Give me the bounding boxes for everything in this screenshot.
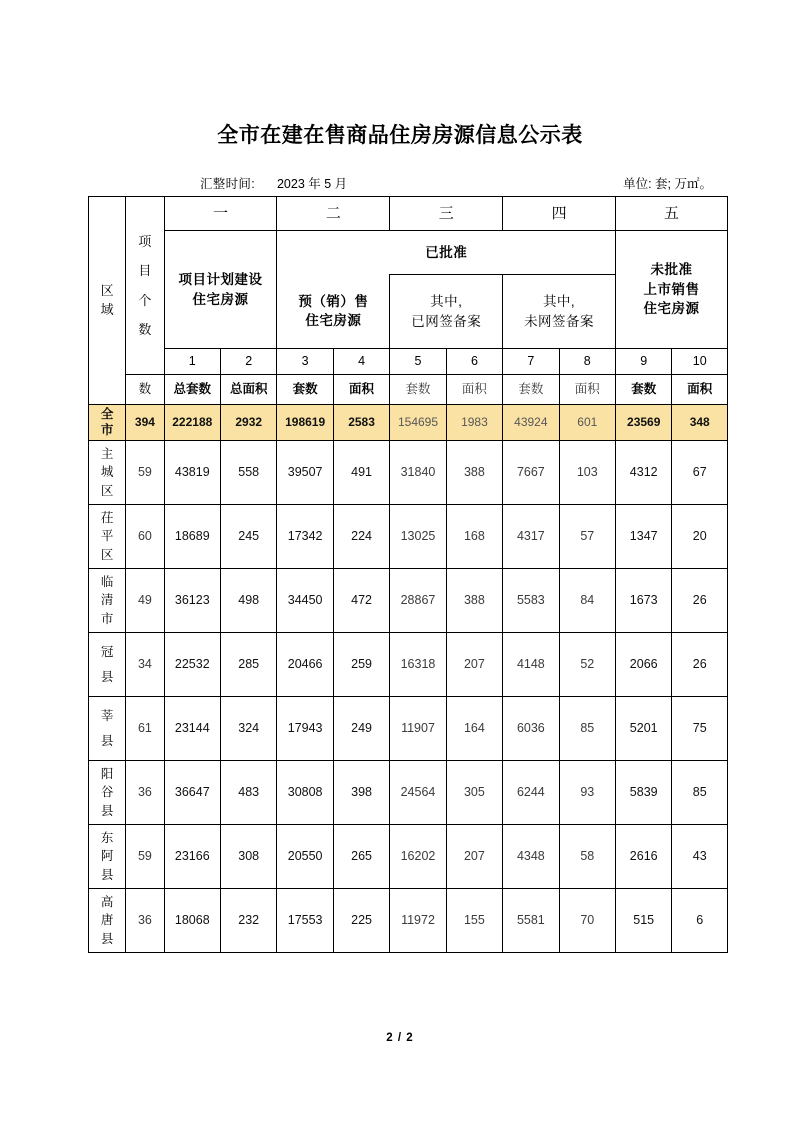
- row-value-7: 4348: [503, 825, 559, 889]
- compiled-time-label: 汇整时间:: [200, 177, 255, 191]
- column-label-8: 面积: [559, 375, 615, 405]
- page-footer: 2 / 2: [386, 1032, 414, 1044]
- row-value-10: 67: [672, 441, 728, 505]
- row-value-8: 85: [559, 697, 615, 761]
- project-count-char-1: 目: [138, 263, 152, 279]
- column-label-4: 面积: [333, 375, 389, 405]
- row-region-label: [89, 405, 126, 441]
- row-project-count: 34: [126, 633, 164, 697]
- column-number-5: 5: [390, 349, 446, 375]
- column-number-6: 6: [446, 349, 502, 375]
- row-value-8: 103: [559, 441, 615, 505]
- row-region-char: 城: [100, 465, 114, 480]
- row-region-char: 市: [100, 611, 114, 626]
- row-value-2: 245: [220, 505, 276, 569]
- row-value-10: 43: [672, 825, 728, 889]
- row-region-char: 县: [100, 867, 114, 882]
- table-row: [89, 405, 728, 441]
- row-value-10: 26: [672, 569, 728, 633]
- row-region-char: 茌: [100, 511, 114, 526]
- row-value-2: 324: [220, 697, 276, 761]
- row-region-label: [89, 825, 126, 889]
- column-number-10: 10: [672, 349, 728, 375]
- column-label-7: 套数: [503, 375, 559, 405]
- row-value-8: 52: [559, 633, 615, 697]
- row-value-5: 11907: [390, 697, 446, 761]
- row-value-6: 305: [446, 761, 502, 825]
- row-value-9: 5839: [616, 761, 672, 825]
- table-body: [89, 197, 728, 953]
- row-value-5: 31840: [390, 441, 446, 505]
- group-approved-presale-continued: [277, 275, 390, 349]
- row-value-10: 348: [672, 405, 728, 441]
- row-value-1: 43819: [164, 441, 220, 505]
- row-value-9: 2066: [616, 633, 672, 697]
- row-value-6: 207: [446, 825, 502, 889]
- subgroup-online-filed: [390, 275, 503, 349]
- row-value-8: 58: [559, 825, 615, 889]
- table-row: [89, 761, 728, 825]
- column-number-1: 1: [164, 349, 220, 375]
- row-region-char: 清: [100, 593, 114, 608]
- subheader-line: [88, 174, 728, 194]
- row-value-6: 168: [446, 505, 502, 569]
- page-title: 全市在建在售商品住房房源信息公示表: [217, 124, 583, 147]
- row-value-9: 1673: [616, 569, 672, 633]
- row-region-label: [89, 441, 126, 505]
- row-value-10: 75: [672, 697, 728, 761]
- row-value-3: 17342: [277, 505, 333, 569]
- row-value-4: 491: [333, 441, 389, 505]
- group-approved-line-0: 已批准: [425, 244, 468, 260]
- row-value-10: 20: [672, 505, 728, 569]
- row-value-2: 558: [220, 441, 276, 505]
- row-value-7: 5583: [503, 569, 559, 633]
- row-value-9: 1347: [616, 505, 672, 569]
- header-row-roman: [89, 197, 728, 231]
- project-count-char-2: 个: [138, 292, 152, 308]
- row-region-label: [89, 761, 126, 825]
- column-number-3: 3: [277, 349, 333, 375]
- row-region-char: 区: [100, 483, 114, 498]
- row-project-count: 36: [126, 889, 164, 953]
- row-value-9: 5201: [616, 697, 672, 761]
- row-value-5: 13025: [390, 505, 446, 569]
- row-value-5: 154695: [390, 405, 446, 441]
- row-project-count: 59: [126, 825, 164, 889]
- row-value-7: 6244: [503, 761, 559, 825]
- row-value-3: 39507: [277, 441, 333, 505]
- row-region-char: 平: [100, 529, 114, 544]
- row-region-char: 冠: [100, 644, 114, 659]
- row-region-char: 县: [100, 669, 114, 684]
- row-value-4: 472: [333, 569, 389, 633]
- row-region-char: 市: [100, 422, 114, 437]
- row-project-count: 61: [126, 697, 164, 761]
- row-value-2: 498: [220, 569, 276, 633]
- column-number-2: 2: [220, 349, 276, 375]
- row-value-5: 24564: [390, 761, 446, 825]
- row-region-char: 全: [100, 406, 114, 421]
- group-planned-construction: [164, 231, 277, 349]
- row-value-4: 398: [333, 761, 389, 825]
- row-value-3: 20550: [277, 825, 333, 889]
- subgroup-online-filed-line-0: 其中,: [430, 293, 463, 309]
- row-value-5: 11972: [390, 889, 446, 953]
- row-value-9: 23569: [616, 405, 672, 441]
- row-value-3: 34450: [277, 569, 333, 633]
- row-value-1: 23144: [164, 697, 220, 761]
- row-value-9: 2616: [616, 825, 672, 889]
- row-region-char: 谷: [100, 785, 114, 800]
- group-roman-5: 五: [616, 197, 728, 231]
- group-unapproved-line-1: 上市销售: [643, 281, 700, 297]
- row-value-5: 28867: [390, 569, 446, 633]
- column-label-3: 套数: [277, 375, 333, 405]
- table-row: [89, 441, 728, 505]
- row-value-1: 18068: [164, 889, 220, 953]
- row-value-8: 93: [559, 761, 615, 825]
- group-roman-3: 三: [390, 197, 503, 231]
- row-value-8: 70: [559, 889, 615, 953]
- column-number-4: 4: [333, 349, 389, 375]
- row-value-8: 84: [559, 569, 615, 633]
- row-region-char: 东: [100, 831, 114, 846]
- row-value-3: 198619: [277, 405, 333, 441]
- subgroup-not-online-filed-line-0: 其中,: [542, 293, 576, 309]
- row-value-3: 30808: [277, 761, 333, 825]
- row-value-4: 265: [333, 825, 389, 889]
- header-region: [89, 197, 126, 405]
- row-region-char: 阳: [100, 767, 114, 782]
- group-unapproved-line-2: 住宅房源: [643, 301, 700, 317]
- row-region-char: 莘: [100, 708, 114, 723]
- row-value-9: 515: [616, 889, 672, 953]
- row-value-2: 483: [220, 761, 276, 825]
- row-project-count: 49: [126, 569, 164, 633]
- row-value-4: 225: [333, 889, 389, 953]
- table-row: [89, 569, 728, 633]
- compiled-time: [200, 174, 347, 194]
- unit-note: 单位: 套; 万㎡。: [623, 177, 712, 191]
- row-region-char: 唐: [100, 913, 114, 928]
- column-number-7: 7: [503, 349, 559, 375]
- housing-data-table: [88, 196, 728, 953]
- table-row: [89, 889, 728, 953]
- group-planned-line-0: 项目计划建设: [178, 271, 263, 287]
- row-value-3: 20466: [277, 633, 333, 697]
- row-value-10: 85: [672, 761, 728, 825]
- row-region-char: 高: [100, 895, 114, 910]
- header-project-count-last: 数: [126, 375, 164, 405]
- compiled-time-value: 2023 年 5 月: [276, 177, 348, 191]
- subgroup-online-filed-line-1: 已网签备案: [411, 313, 482, 329]
- table-row: [89, 825, 728, 889]
- row-value-2: 308: [220, 825, 276, 889]
- group-unapproved-line-0: 未批准: [650, 262, 693, 278]
- group-approved-line-2: 住宅房源: [305, 313, 362, 329]
- column-label-9: 套数: [616, 375, 672, 405]
- row-value-5: 16318: [390, 633, 446, 697]
- column-number-9: 9: [616, 349, 672, 375]
- project-count-char-0: 项: [138, 234, 152, 249]
- header-project-count: [126, 197, 164, 375]
- row-value-7: 4317: [503, 505, 559, 569]
- row-value-7: 4148: [503, 633, 559, 697]
- row-value-10: 6: [672, 889, 728, 953]
- row-value-6: 164: [446, 697, 502, 761]
- region-char-0: 区: [100, 282, 114, 298]
- row-value-3: 17943: [277, 697, 333, 761]
- group-roman-2: 二: [277, 197, 390, 231]
- row-value-4: 259: [333, 633, 389, 697]
- row-value-9: 4312: [616, 441, 672, 505]
- row-value-1: 222188: [164, 405, 220, 441]
- column-label-10: 面积: [672, 375, 728, 405]
- row-region-char: 县: [100, 931, 114, 946]
- row-project-count: 60: [126, 505, 164, 569]
- row-value-5: 16202: [390, 825, 446, 889]
- group-approved-line-1: 预（销）售: [298, 293, 369, 309]
- row-region-label: [89, 633, 126, 697]
- row-region-char: 临: [100, 575, 114, 590]
- group-approved-presale: [277, 231, 616, 275]
- row-value-10: 26: [672, 633, 728, 697]
- group-roman-4: 四: [503, 197, 616, 231]
- column-label-6: 面积: [446, 375, 502, 405]
- subgroup-not-online-filed-line-1: 未网签备案: [524, 313, 595, 329]
- row-value-4: 249: [333, 697, 389, 761]
- header-row-column-labels: [89, 375, 728, 405]
- row-value-6: 1983: [446, 405, 502, 441]
- row-region-label: [89, 569, 126, 633]
- row-value-4: 224: [333, 505, 389, 569]
- header-row-groups-top: [89, 231, 728, 275]
- row-region-char: 县: [100, 803, 114, 818]
- region-char-1: 域: [100, 301, 114, 317]
- row-region-char: 县: [100, 733, 114, 748]
- row-value-7: 43924: [503, 405, 559, 441]
- table-row: [89, 505, 728, 569]
- row-value-2: 232: [220, 889, 276, 953]
- row-project-count: 59: [126, 441, 164, 505]
- row-value-6: 155: [446, 889, 502, 953]
- row-value-6: 207: [446, 633, 502, 697]
- row-region-char: 区: [100, 547, 114, 562]
- row-value-2: 285: [220, 633, 276, 697]
- table-row: [89, 633, 728, 697]
- header-row-column-numbers: [89, 349, 728, 375]
- table-row: [89, 697, 728, 761]
- row-region-char: 主: [100, 447, 114, 462]
- row-value-4: 2583: [333, 405, 389, 441]
- row-value-7: 6036: [503, 697, 559, 761]
- row-value-1: 23166: [164, 825, 220, 889]
- row-region-char: 阿: [100, 849, 114, 864]
- row-project-count: 394: [126, 405, 164, 441]
- column-label-5: 套数: [390, 375, 446, 405]
- subgroup-not-online-filed: [503, 275, 616, 349]
- row-value-1: 36123: [164, 569, 220, 633]
- row-value-7: 7667: [503, 441, 559, 505]
- row-value-3: 17553: [277, 889, 333, 953]
- row-value-6: 388: [446, 569, 502, 633]
- row-value-8: 601: [559, 405, 615, 441]
- row-value-6: 388: [446, 441, 502, 505]
- group-roman-1: 一: [164, 197, 277, 231]
- column-label-1: 总套数: [164, 375, 220, 405]
- row-value-1: 22532: [164, 633, 220, 697]
- row-value-1: 18689: [164, 505, 220, 569]
- group-unapproved-sale: [616, 231, 728, 349]
- row-value-8: 57: [559, 505, 615, 569]
- row-value-2: 2932: [220, 405, 276, 441]
- row-region-label: [89, 889, 126, 953]
- column-number-8: 8: [559, 349, 615, 375]
- row-value-7: 5581: [503, 889, 559, 953]
- row-project-count: 36: [126, 761, 164, 825]
- row-region-label: [89, 505, 126, 569]
- group-planned-line-1: 住宅房源: [192, 291, 249, 307]
- project-count-char-3: 数: [138, 321, 152, 337]
- row-value-1: 36647: [164, 761, 220, 825]
- column-label-2: 总面积: [220, 375, 276, 405]
- row-region-label: [89, 697, 126, 761]
